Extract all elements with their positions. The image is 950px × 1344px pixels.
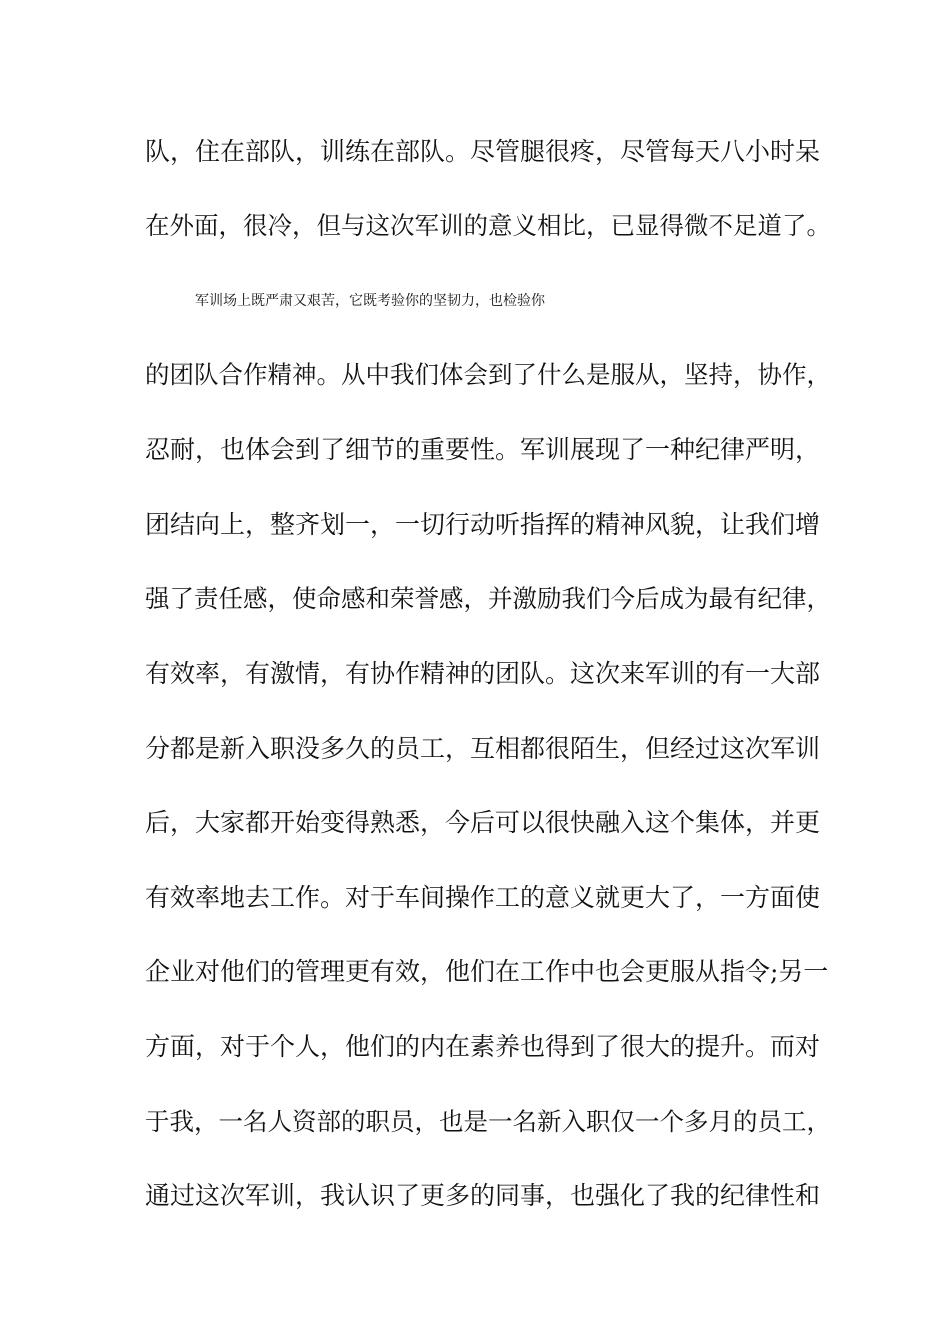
text-line: 通过这次军训，我认识了更多的同事，也强化了我的纪律性和 xyxy=(145,1181,821,1210)
text-line: 分都是新入职没多久的员工，互相都很陌生，但经过这次军训 xyxy=(145,734,821,763)
text-line: 强了责任感，使命感和荣誉感，并激励我们今后成为最有纪律， xyxy=(145,584,831,613)
text-line: 于我，一名人资部的职员，也是一名新入职仅一个多月的员工， xyxy=(145,1107,831,1136)
text-line: 团结向上，整齐划一，一切行动听指挥的精神风貌，让我们增 xyxy=(145,510,821,539)
paragraph-first-line: 军训场上既严肃又艰苦，它既考验你的坚韧力，也检验你 xyxy=(195,293,545,309)
text-line: 在外面，很冷，但与这次军训的意义相比，已显得微不足道了。 xyxy=(145,211,831,240)
text-line: 后，大家都开始变得熟悉，今后可以很快融入这个集体，并更 xyxy=(145,808,821,837)
text-line: 忍耐，也体会到了细节的重要性。军训展现了一种纪律严明， xyxy=(145,435,821,464)
text-line: 有效率，有激情，有协作精神的团队。这次来军训的有一大部 xyxy=(145,659,821,688)
text-line: 队，住在部队，训练在部队。尽管腿很疼，尽管每天八小时呆 xyxy=(145,137,821,166)
text-line: 方面，对于个人，他们的内在素养也得到了很大的提升。而对 xyxy=(145,1032,821,1061)
text-line: 的团队合作精神。从中我们体会到了什么是服从，坚持，协作， xyxy=(145,360,831,389)
text-line: 企业对他们的管理更有效，他们在工作中也会更服从指令;另一 xyxy=(145,957,829,986)
text-line: 有效率地去工作。对于车间操作工的意义就更大了，一方面使 xyxy=(145,883,821,912)
